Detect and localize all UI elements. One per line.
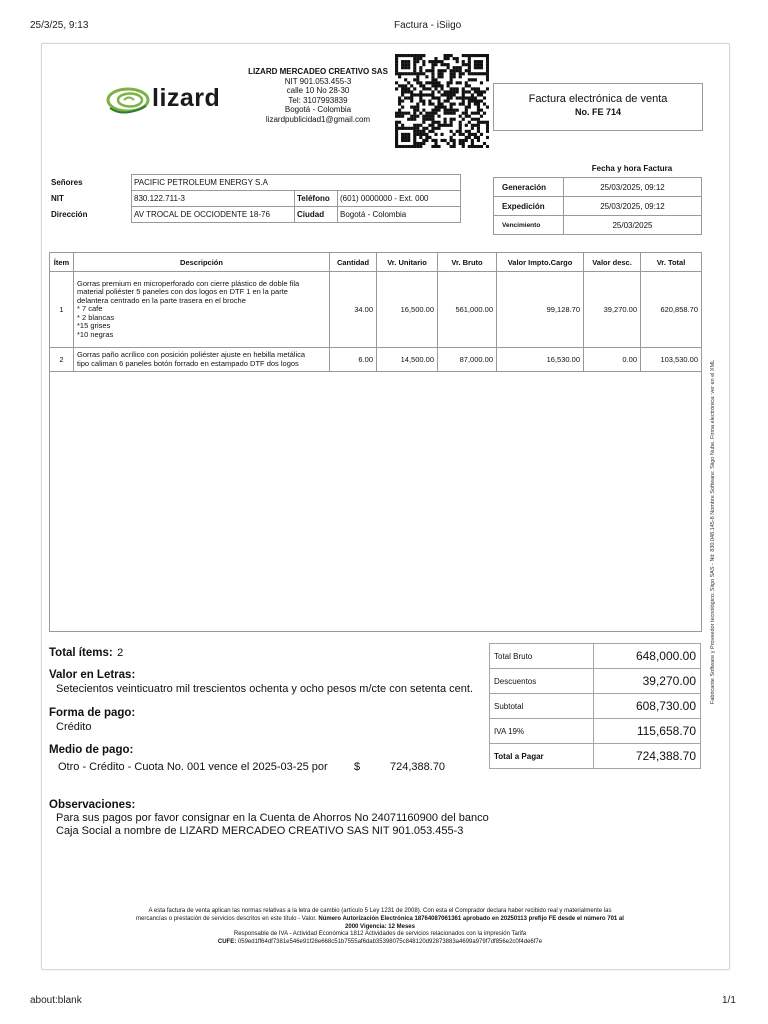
issuer-city: Bogotá - Colombia	[284, 105, 352, 114]
label-vencimiento: Vencimiento	[494, 216, 564, 235]
totals-row	[490, 644, 701, 669]
medio-pago-amount: 724,388.70	[390, 761, 446, 773]
row-total: 103,530.00	[641, 348, 702, 372]
customer-nit: 830.122.711-3	[132, 191, 295, 207]
valor-letras: Setecientos veinticuatro mil trescientos ochenta y ocho pesos m/cte con setenta cent.	[56, 683, 474, 695]
totals-table	[489, 643, 701, 769]
issuer-name: LIZARD MERCADEO CREATIVO SAS	[248, 67, 388, 76]
observaciones-line1: Para sus pagos por favor consignar en la Cuenta de Ahorros No 24071160900 del banco	[56, 812, 489, 824]
invoice-number: No. FE 714	[574, 107, 621, 117]
row-unitario: 16,500.00	[377, 272, 438, 348]
issuer-address: calle 10 No 28-30	[286, 86, 350, 95]
total-items	[49, 643, 123, 661]
issuer-block	[248, 67, 388, 124]
label-generacion: Generación	[494, 178, 564, 197]
col-item: Ítem	[50, 253, 74, 272]
observaciones-title: Observaciones:	[49, 799, 136, 811]
items-header-row	[50, 253, 702, 272]
customer-ciudad: Bogotá - Colombia	[338, 207, 461, 223]
company-logo	[106, 82, 256, 116]
observaciones-line2: Caja Social a nombre de LIZARD MERCADEO CREATIVO SAS NIT 901.053.455-3	[56, 825, 464, 837]
row-total: 620,858.70	[641, 272, 702, 348]
date-generacion: 25/03/2025, 09:12	[564, 178, 702, 197]
row-impto: 16,530.00	[497, 348, 584, 372]
descuentos-label: Descuentos	[490, 669, 594, 694]
dates-header: Fecha y hora Factura	[591, 164, 673, 173]
total-pagar-label: Total a Pagar	[490, 744, 594, 769]
legal-line2a: mercancías o prestación de servicios descritos en este título - Valor.	[136, 915, 317, 922]
print-url: about:blank	[30, 995, 82, 1006]
date-vencimiento: 25/03/2025	[564, 216, 702, 235]
description-line: Gorras premium en microperforado con cierre plástico de doble fila	[77, 278, 300, 288]
row-item: 2	[50, 348, 74, 372]
issuer-nit: NIT 901.053.455-3	[284, 76, 352, 86]
row-desc: 39,270.00	[584, 272, 641, 348]
medio-pago-title: Medio de pago:	[49, 744, 134, 756]
issuer-email: lizardpublicidad1@gmail.com	[265, 114, 371, 124]
label-ciudad: Ciudad	[295, 207, 338, 223]
row-bruto: 87,000.00	[438, 348, 497, 372]
forma-pago-title: Forma de pago:	[49, 707, 136, 719]
total-items-label: Total ítems:	[49, 647, 113, 659]
label-senores: Señores	[51, 178, 83, 187]
row-cantidad: 6.00	[330, 348, 377, 372]
medio-pago-currency: $	[354, 761, 361, 773]
totals-row	[490, 744, 701, 769]
cufe-value: 059ed1ff64df7381e546e91f28e668c51b7555af6dab35398075c848120d92873883a4699a979f7df856e2c0f4de6f7e	[237, 939, 543, 946]
medio-pago: Otro - Crédito - Cuota No. 001 vence el 2025-03-25 por	[58, 761, 328, 773]
label-direccion: Dirección	[51, 210, 88, 219]
description-line: * 2 blancas	[77, 312, 115, 322]
description-line: material poliéster 5 paneles con dos logos en DTF 1 en la parte	[77, 287, 288, 297]
issuer-phone: Tel: 3107993839	[288, 95, 348, 105]
items-table	[49, 252, 702, 372]
label-expedicion: Expedición	[494, 197, 564, 216]
legal-line2	[60, 916, 700, 924]
description-line: * 7 cafe	[77, 304, 103, 314]
col-desc: Valor desc.	[584, 253, 641, 272]
description-line: delantera centrado en la parte trasera en el broche	[77, 295, 246, 305]
row-description	[74, 272, 330, 348]
description-line: *10 negras	[77, 329, 114, 339]
dates-table	[493, 177, 702, 235]
totals-row	[490, 719, 701, 744]
legal-line1: A esta factura de venta aplican las normas relativas a la letra de cambio (artículo 5 Ley 1231 de 2008). Con esta el Comprador declara haber recibido real y materialmente las	[148, 908, 612, 914]
invoice-type-box	[493, 83, 703, 131]
label-nit: NIT	[51, 194, 64, 203]
label-telefono: Teléfono	[295, 191, 338, 207]
row-description	[74, 348, 330, 372]
description-line: tipo caliman 6 paneles botón forrado en estampado DTF dos logos	[77, 358, 299, 368]
total-items-value: 2	[117, 647, 124, 659]
row-unitario: 14,500.00	[377, 348, 438, 372]
total-pagar-value: 724,388.70	[594, 744, 701, 769]
subtotal-label: Subtotal	[490, 694, 594, 719]
col-total: Vr. Total	[641, 253, 702, 272]
print-title: Factura - iSiigo	[394, 20, 462, 31]
col-bruto: Vr. Bruto	[438, 253, 497, 272]
row-item: 1	[50, 272, 74, 348]
iva-value: 115,658.70	[594, 719, 701, 744]
print-page: 1/1	[722, 995, 736, 1006]
description-line: *15 grises	[77, 321, 111, 331]
col-cantidad: Cantidad	[330, 253, 377, 272]
invoice-type: Factura electrónica de venta	[528, 93, 668, 105]
col-unitario: Vr. Unitario	[377, 253, 438, 272]
logo-text: lizard	[152, 84, 221, 112]
legal-footer	[60, 908, 700, 947]
row-impto: 99,128.70	[497, 272, 584, 348]
customer-direccion: AV TROCAL DE OCCIODENTE 18-76	[132, 207, 295, 223]
col-impto: Valor Impto.Cargo	[497, 253, 584, 272]
table-row	[50, 348, 702, 372]
side-vendor-text: Fabricante Software y Proveedor tecnológico: Siigo SAS - Nit: 830.048.145-8 Nombre Software: Siigo Nube. Firma electrónica: ver en el XML	[710, 359, 716, 704]
qr-code	[395, 54, 489, 148]
totals-row	[490, 669, 701, 694]
totals-row	[490, 694, 701, 719]
cufe-line	[60, 939, 700, 947]
date-expedicion: 25/03/2025, 09:12	[564, 197, 702, 216]
cufe-label: CUFE:	[217, 939, 237, 946]
table-row	[50, 272, 702, 348]
customer-name: PACIFIC PETROLEUM ENERGY S.A	[132, 175, 461, 191]
customer-telefono: (601) 0000000 - Ext. 000	[338, 191, 461, 207]
row-bruto: 561,000.00	[438, 272, 497, 348]
legal-line3: 2000 Vigencia: 12 Meses	[345, 923, 415, 930]
qr-code-icon	[395, 54, 489, 148]
row-cantidad: 34.00	[330, 272, 377, 348]
print-datetime: 25/3/25, 9:13	[30, 20, 89, 31]
descuentos-value: 39,270.00	[594, 669, 701, 694]
description-line: Gorras paño acrílico con posición poliéster ajuste en hebilla metálica	[77, 350, 306, 359]
valor-letras-title: Valor en Letras:	[49, 669, 136, 681]
row-desc: 0.00	[584, 348, 641, 372]
total-bruto-value: 648,000.00	[594, 644, 701, 669]
subtotal-value: 608,730.00	[594, 694, 701, 719]
forma-pago: Crédito	[56, 721, 92, 733]
col-descripcion: Descripción	[74, 253, 330, 272]
legal-line4: Responsable de IVA - Actividad Económica 1812 Actividades de servicios relacionados con la impresión Tarifa	[233, 931, 527, 938]
legal-line2b: Número Autorización Electrónica 18764087061361 aprobado en 20250113 prefijo FE desde el número 701 al	[318, 915, 624, 922]
customer-table	[49, 174, 461, 223]
iva-label: IVA 19%	[490, 719, 594, 744]
total-bruto-label: Total Bruto	[490, 644, 594, 669]
